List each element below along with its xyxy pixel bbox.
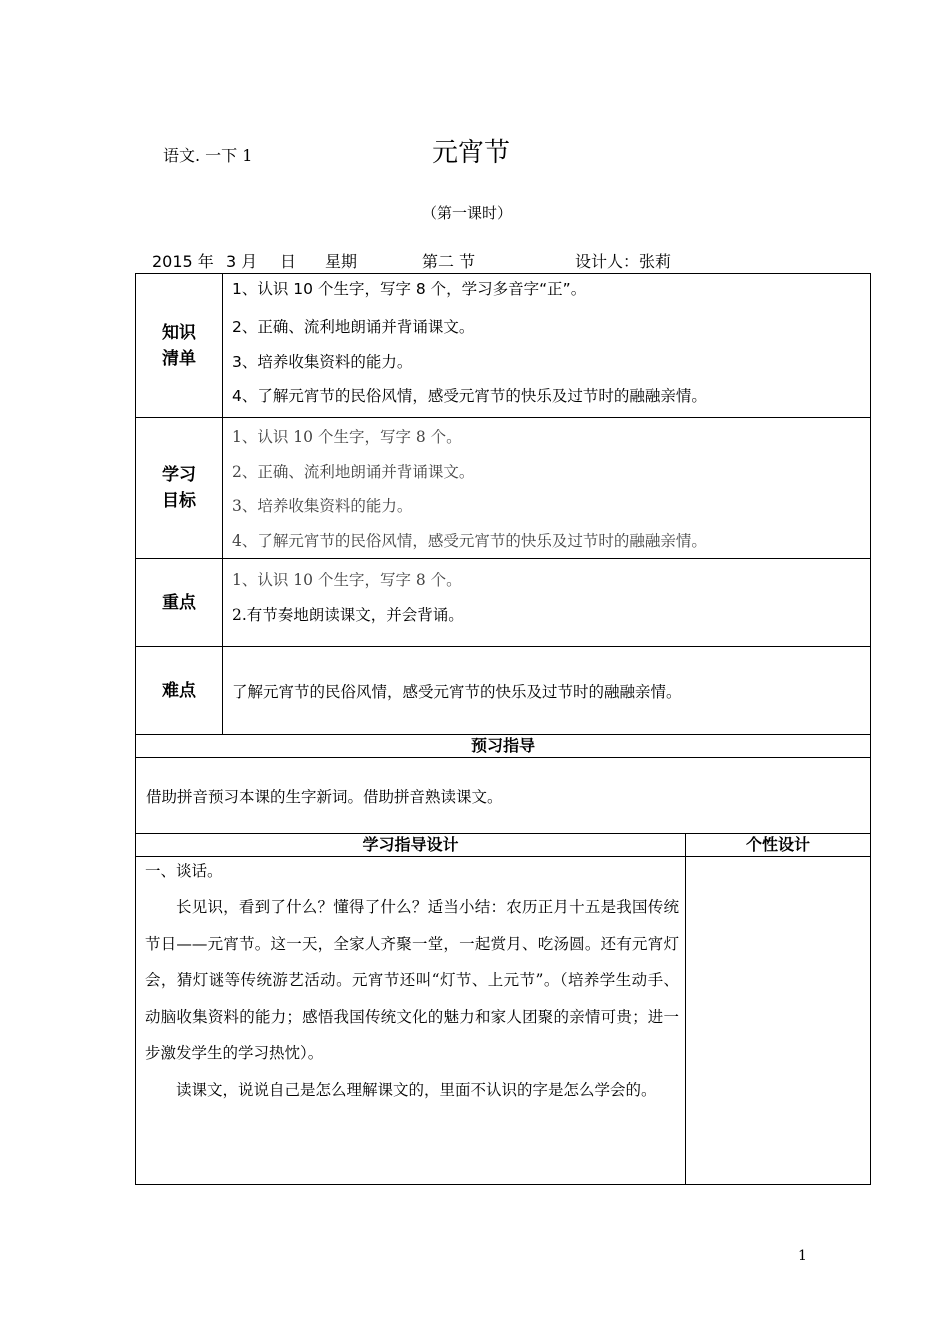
list-item: 2.有节奏地朗读课文，并会背诵。	[232, 605, 464, 624]
paragraph: 读课文，说说自己是怎么理解课文的，里面不认识的字是怎么学会的。	[176, 1080, 657, 1099]
personal-design-cell	[686, 857, 871, 1185]
key-points-row	[136, 559, 871, 647]
preview-row	[136, 758, 871, 834]
difficulty-text: 了解元宵节的民俗风情，感受元宵节的快乐及过节时的融融亲情。	[223, 647, 871, 735]
list-item: 2、正确、流利地朗诵并背诵课文。	[232, 318, 475, 336]
goals-list	[223, 418, 871, 559]
difficulty-label: 难点	[136, 647, 223, 735]
date-day: 日	[280, 252, 297, 271]
lesson-plan-table	[135, 273, 871, 1185]
preview-text: 借助拼音预习本课的生字新词。借助拼音熟读课文。	[136, 758, 871, 834]
list-item: 1、认识 10 个生字，写字 8 个，学习多音字“正”。	[232, 280, 587, 298]
design-body	[136, 857, 686, 1185]
date-year: 2015 年	[152, 252, 214, 271]
preview-heading: 预习指导	[136, 735, 871, 758]
subject-label: 语文. 一下 1	[163, 146, 253, 165]
designer-label: 设计人：张莉	[575, 252, 672, 271]
list-item: 3、培养收集资料的能力。	[232, 352, 413, 371]
knowledge-row	[136, 274, 871, 418]
page-title: 元宵节	[432, 138, 511, 168]
page-number: 1	[798, 1248, 807, 1264]
list-item: 1、认识 10 个生字，写字 8 个。	[232, 571, 462, 589]
list-item: 4、了解元宵节的民俗风情，感受元宵节的快乐及过节时的融融亲情。	[232, 531, 707, 550]
preview-heading-row	[136, 735, 871, 758]
difficulty-row	[136, 647, 871, 735]
knowledge-label: 知识 清单	[136, 274, 223, 418]
section-title: 一、谈话。	[145, 862, 223, 880]
list-item: 2、正确、流利地朗诵并背诵课文。	[232, 462, 475, 481]
goals-row	[136, 418, 871, 559]
personal-design-heading: 个性设计	[686, 834, 871, 857]
list-item: 4、了解元宵节的民俗风情，感受元宵节的快乐及过节时的融融亲情。	[232, 387, 707, 405]
goals-label: 学习 目标	[136, 418, 223, 559]
list-item: 3、培养收集资料的能力。	[232, 497, 413, 515]
key-points-list	[223, 559, 871, 647]
knowledge-list	[223, 274, 871, 418]
key-points-label: 重点	[136, 559, 223, 647]
period-label: 第二 节	[422, 252, 476, 271]
weekday-label: 星期	[325, 252, 358, 271]
design-heading: 学习指导设计	[136, 834, 686, 857]
lesson-label: （第一课时）	[422, 204, 513, 222]
list-item: 1、认识 10 个生字，写字 8 个。	[232, 428, 462, 446]
design-body-row	[136, 857, 871, 1185]
date-month: 3 月	[226, 252, 258, 271]
design-heading-row	[136, 834, 871, 857]
paragraph: 长见识，看到了什么？懂得了什么？适当小结：农历正月十五是我国传统节日——元宵节。这一天，全家人齐聚一堂，一起赏月、吃汤圆。还有元宵灯会，猜灯谜等传统游艺活动。元宵节还叫“灯节、上元节”。（培养学生动手、动脑收集资料的能力；感悟我国传统文化的魅力和家人团聚的亲情可贵；进一步激发学生的学习热忱）。	[145, 898, 679, 1062]
